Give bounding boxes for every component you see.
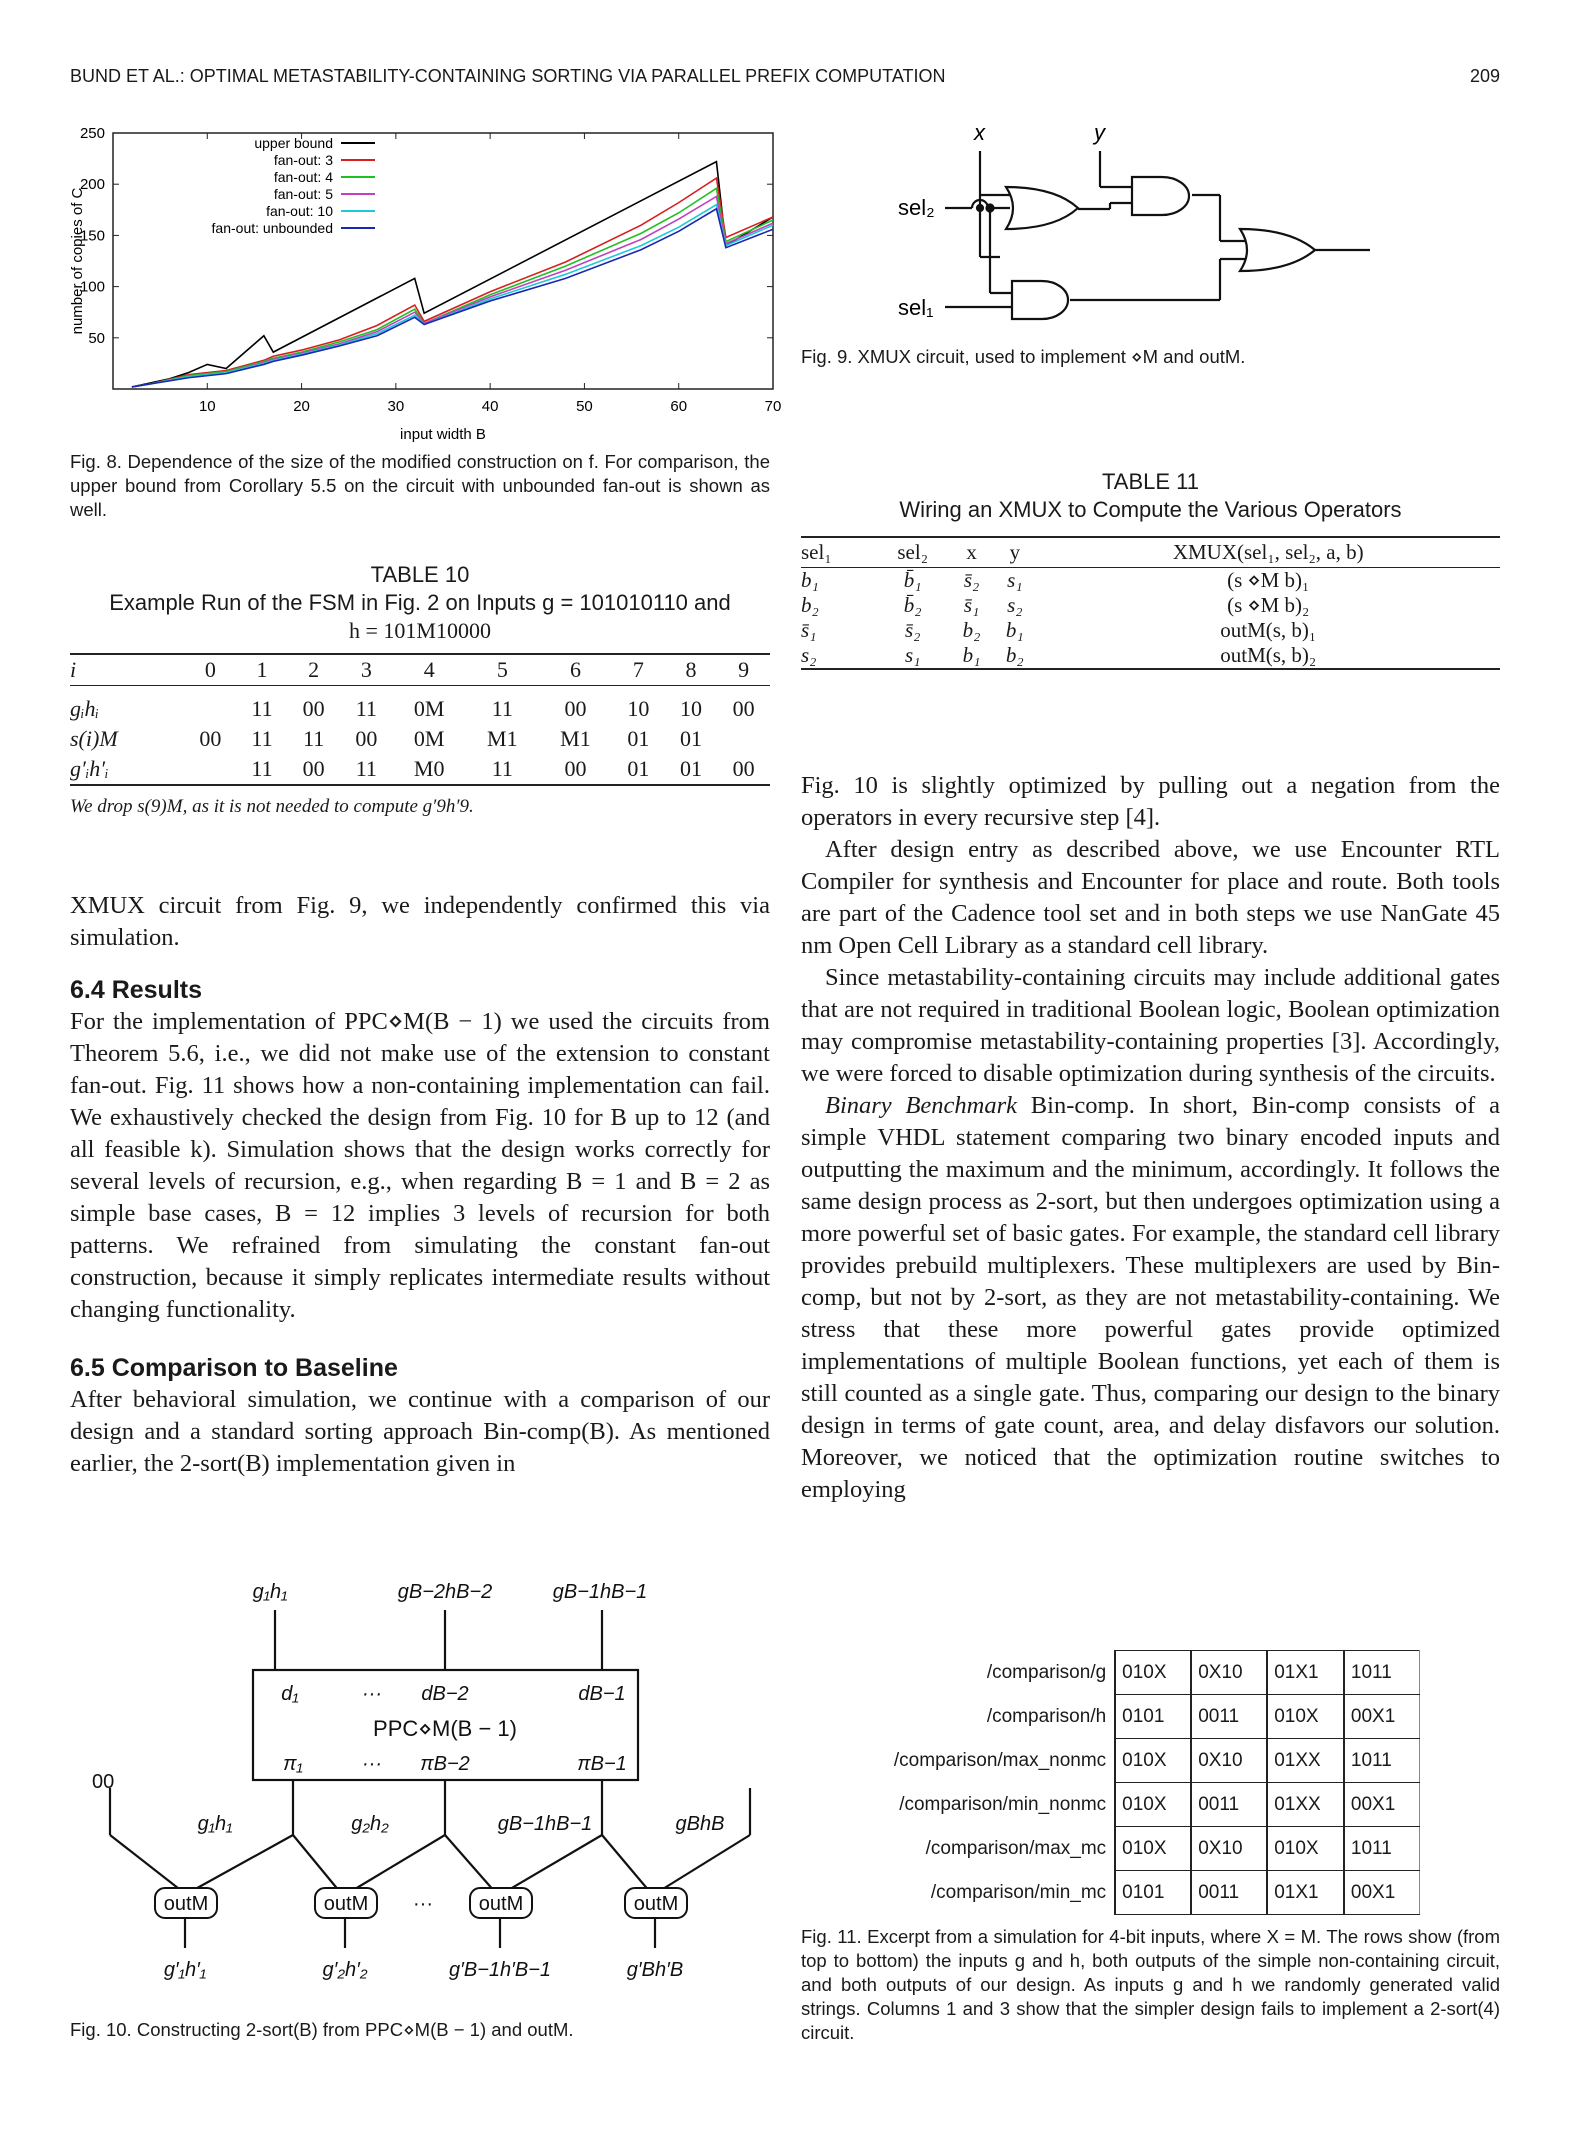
table-cell: s̄₂: [963, 568, 980, 592]
or-gate: [1240, 229, 1315, 271]
signal-value: 0X10: [1191, 1651, 1267, 1695]
y-tick-label: 150: [79, 227, 105, 245]
table-cell: s̄₂: [904, 618, 921, 642]
signal-value: 00X1: [1344, 1783, 1420, 1827]
table-cell: 00: [302, 696, 325, 721]
table-cell: b₁: [1005, 618, 1024, 642]
table-cell: 11: [303, 726, 325, 751]
waveform-table: [860, 1650, 1420, 1915]
table-cell: s₂: [801, 643, 817, 667]
box-bottom-label: π₁: [283, 1753, 303, 1775]
table-cell: 0M: [413, 696, 445, 721]
signal-value: 0101: [1115, 1695, 1191, 1739]
signal-value: 1011: [1344, 1827, 1420, 1871]
legend-label: fan-out: 10: [266, 203, 333, 219]
table-cell: M0: [413, 756, 445, 781]
table-header-cell: 1: [256, 657, 268, 682]
box-bottom-label: πB−1: [577, 1753, 627, 1775]
signal-value: 0011: [1191, 1871, 1267, 1915]
and-gate: [1012, 281, 1068, 319]
waveform-row: [860, 1871, 1420, 1915]
table-cell: s₁: [1007, 568, 1023, 592]
table-header-cell: XMUX(sel₁, sel₂, a, b): [1172, 540, 1364, 564]
table-cell: 00: [732, 756, 755, 781]
x-tick-label: 20: [293, 398, 310, 415]
fig11-simulation: [860, 1650, 1420, 1915]
label-x: x: [974, 120, 985, 145]
page-number: 209: [1469, 66, 1500, 86]
signal-value: 010X: [1115, 1651, 1191, 1695]
box-top-label: d₁: [281, 1683, 299, 1705]
table-cell: 00: [564, 756, 587, 781]
table-cell: 0M: [413, 726, 445, 751]
fig10-diagram: [92, 1570, 770, 2010]
signal-value: 0011: [1191, 1695, 1267, 1739]
table-cell: outM(s, b)₂: [1220, 643, 1317, 667]
paragraph-lead: Binary Benchmark: [825, 1092, 1018, 1119]
output-label: g′B−1h′B−1: [448, 1959, 552, 1981]
signal-value: 010X: [1115, 1783, 1191, 1827]
table-cell: s̄₁: [963, 593, 980, 617]
out-box-label: outM: [163, 1893, 209, 1915]
output-label: g′₂h′₂: [322, 1959, 368, 1981]
signal-value: 01X1: [1267, 1651, 1344, 1695]
table-cell: 01: [679, 756, 702, 781]
table-cell: s₁: [904, 643, 921, 667]
table-cell: s(i)M: [70, 726, 118, 751]
table-cell: [717, 724, 770, 754]
table10: [70, 561, 770, 818]
waveform-row: [860, 1695, 1420, 1739]
input-label: g₂h₂: [351, 1813, 389, 1835]
signal-value: 01X1: [1267, 1871, 1344, 1915]
signal-label: /comparison/h: [986, 1705, 1107, 1727]
y-axis-label: number of copies of C: [69, 187, 86, 335]
table10-subtitle2: h = 101M10000: [349, 618, 491, 643]
or-gate: [1006, 187, 1078, 229]
table-cell: (s ⋄M b)₂: [1227, 593, 1310, 617]
waveform-row: [860, 1651, 1420, 1695]
table11-title: TABLE 11: [1101, 469, 1199, 494]
top-label: g₁h₁: [252, 1581, 288, 1603]
table-cell: 00: [355, 726, 378, 751]
table-row: [70, 754, 770, 785]
signal-value: 01XX: [1267, 1739, 1344, 1783]
ellipsis: ···: [413, 1893, 433, 1915]
x-tick-label: 40: [481, 398, 499, 415]
table-header-cell: i: [70, 657, 77, 682]
table-cell: 11: [491, 696, 513, 721]
legend-label: fan-out: 3: [273, 152, 333, 168]
table-header-cell: 5: [496, 657, 508, 682]
table11-grid: [801, 536, 1500, 670]
table-cell: (s ⋄M b)₁: [1227, 568, 1310, 592]
label-sel1: sel₁: [898, 295, 934, 320]
signal-value: 00X1: [1344, 1871, 1420, 1915]
table10-subtitle1: Example Run of the FSM in Fig. 2 on Inputs g = 101010110 and: [109, 590, 731, 615]
label-sel2: sel₂: [898, 195, 935, 220]
y-tick-label: 50: [88, 329, 105, 347]
signal-value: 010X: [1115, 1827, 1191, 1871]
table-row: [70, 724, 770, 754]
table-cell: b₂: [1005, 643, 1024, 667]
waveform-row: [860, 1827, 1420, 1871]
table-cell: b₂: [962, 618, 981, 642]
plot-frame: [113, 133, 773, 389]
x-tick-label: 70: [764, 398, 782, 415]
signal-label: /comparison/max_nonmc: [893, 1749, 1107, 1771]
x-tick-label: 10: [198, 398, 216, 415]
signal-value: 00X1: [1344, 1695, 1420, 1739]
table-header-cell: x: [966, 540, 977, 564]
table-cell: 11: [355, 756, 377, 781]
table-cell: 00: [732, 696, 755, 721]
table-cell: g′ᵢh′ᵢ: [70, 756, 109, 781]
legend-label: upper bound: [254, 135, 333, 151]
table-cell: M1: [560, 726, 591, 751]
signal-label: /comparison/min_mc: [930, 1881, 1107, 1903]
table-header-cell: sel₁: [801, 540, 832, 564]
table-cell: M1: [487, 726, 518, 751]
signal-value: 010X: [1267, 1827, 1344, 1871]
xmux-gates: [1006, 177, 1315, 319]
table-header-cell: 0: [204, 657, 216, 682]
box-bottom-label: ···: [362, 1753, 382, 1775]
table-cell: 01: [627, 756, 650, 781]
input-label: gBhB: [675, 1813, 725, 1835]
signal-value: 010X: [1115, 1739, 1191, 1783]
ppc-label: PPC⋄M(B − 1): [373, 1716, 517, 1741]
table-cell: [184, 686, 237, 725]
fig11-caption: Fig. 11. Excerpt from a simulation for 4-bit inputs, where X = M. The rows show (from top to bottom) the inputs g and h, both outputs of the simple non-containing circuit, and both outputs of our design. As inputs g and h we randomly generated valid strings. Columns 1 and 3 show that the simpler design fails to implement a 2-sort(4) circuit.: [801, 1926, 1500, 2043]
out-box-label: outM: [478, 1893, 524, 1915]
x-tick-label: 50: [576, 398, 593, 415]
signal-label: /comparison/min_nonmc: [899, 1793, 1107, 1815]
legend-label: fan-out: 5: [273, 186, 333, 202]
fig9-xmux-circuit: [870, 115, 1430, 335]
table-cell: 10: [627, 696, 650, 721]
signal-value: 0011: [1191, 1783, 1267, 1827]
table11-subtitle: Wiring an XMUX to Compute the Various Operators: [899, 497, 1402, 522]
series-line-0: [132, 162, 773, 387]
signal-value: 01XX: [1267, 1783, 1344, 1827]
table-row: [801, 618, 1500, 643]
input-label: g₁h₁: [197, 1813, 233, 1835]
output-label: g′Bh′B: [626, 1959, 684, 1981]
x-axis-label: input width B: [400, 426, 486, 443]
section-6-4-heading: 6.4 Results: [70, 976, 203, 1004]
table10-note: We drop s(9)M, as it is not needed to compute g′9h′9.: [70, 796, 474, 817]
table-cell: s₂: [1007, 593, 1023, 617]
x-tick-label: 30: [387, 398, 405, 415]
table-header-cell: 7: [632, 657, 644, 682]
signal-label: /comparison/g: [986, 1661, 1107, 1683]
input-label: gB−1hB−1: [497, 1813, 593, 1835]
paragraph: XMUX circuit from Fig. 9, we independently confirmed this via simulation.: [70, 892, 770, 951]
table-row: [801, 643, 1500, 669]
table-cell: 11: [251, 726, 273, 751]
table-cell: s̄₁: [801, 618, 817, 642]
table-row: [70, 686, 770, 725]
x-tick-label: 60: [670, 398, 688, 415]
signal-value: 010X: [1267, 1695, 1344, 1739]
top-label: gB−1hB−1: [552, 1581, 648, 1603]
table-cell: 00: [564, 696, 587, 721]
top-label: gB−2hB−2: [397, 1581, 493, 1603]
table-cell: 11: [251, 756, 273, 781]
table-cell: b₁: [962, 643, 981, 667]
table10-grid: [70, 653, 770, 786]
fig8-chart: [68, 115, 782, 443]
signal-value: 0101: [1115, 1871, 1191, 1915]
box-top-label: ···: [362, 1683, 382, 1705]
right-column-text: [801, 770, 1500, 1506]
zero-input: 00: [92, 1771, 115, 1793]
table-header-cell: 9: [738, 657, 750, 682]
table-cell: b₁: [801, 568, 819, 592]
fig10-caption: Fig. 10. Constructing 2-sort(B) from PPC⋄M(B − 1) and outM.: [70, 2019, 574, 2040]
table-cell: outM(s, b)₁: [1220, 618, 1317, 642]
table-header-cell: 2: [308, 657, 320, 682]
table-header-cell: 4: [423, 657, 435, 682]
table-header-cell: 8: [685, 657, 697, 682]
legend-label: fan-out: unbounded: [211, 220, 333, 236]
fig9-caption: Fig. 9. XMUX circuit, used to implement ⋄M and outM.: [801, 346, 1246, 367]
waveform-row: [860, 1739, 1420, 1783]
out-box-label: outM: [323, 1893, 369, 1915]
table-cell: 11: [355, 696, 377, 721]
box-top-label: dB−2: [421, 1683, 469, 1705]
left-column-text: [70, 890, 770, 1480]
fig8-caption: Fig. 8. Dependence of the size of the modified construction on f. For comparison, the upper bound from Corollary 5.5 on the circuit with unbounded fan-out is shown as well.: [70, 451, 770, 520]
table-header-cell: 3: [360, 657, 372, 682]
running-header: [70, 66, 1500, 87]
paragraph: Fig. 10 is slightly optimized by pulling out a negation from the operators in every recursive step [4].: [801, 772, 1500, 831]
table-cell: b̄₁: [903, 568, 922, 592]
table-cell: 00: [199, 726, 222, 751]
table10-title: TABLE 10: [370, 562, 470, 587]
label-y: y: [1094, 120, 1105, 145]
y-tick-label: 200: [79, 176, 105, 194]
table-cell: 11: [491, 756, 513, 781]
paragraph: After behavioral simulation, we continue with a comparison of our design and a standard sorting approach Bin-comp(B). As mentioned earlier, the 2-sort(B) implementation given in: [70, 1386, 770, 1477]
table-cell: 00: [302, 756, 325, 781]
y-tick-label: 100: [79, 278, 105, 296]
table-cell: 01: [679, 726, 702, 751]
signal-label: /comparison/max_mc: [925, 1837, 1107, 1859]
table-cell: 11: [251, 696, 273, 721]
table-row: [801, 568, 1500, 594]
signal-value: 1011: [1344, 1651, 1420, 1695]
and-gate: [1132, 177, 1189, 215]
table-cell: [184, 754, 237, 785]
paragraph: Since metastability-containing circuits may include additional gates that are not required in traditional Boolean logic, Boolean optimization may compromise metastability-containing properties [3]. Accordingly, we were forced to disable optimization during synthesis of the circuits.: [801, 964, 1500, 1087]
output-label: g′₁h′₁: [163, 1959, 207, 1981]
out-boxes: [155, 1888, 687, 1918]
table-header-cell: y: [1009, 540, 1021, 564]
table-cell: 10: [679, 696, 702, 721]
signal-value: 1011: [1344, 1739, 1420, 1783]
table-cell: gᵢhᵢ: [70, 696, 99, 721]
box-bottom-label: πB−2: [420, 1753, 470, 1775]
table-header-cell: sel₂: [897, 540, 929, 564]
table-cell: b̄₂: [903, 593, 922, 617]
signal-value: 0X10: [1191, 1739, 1267, 1783]
signal-value: 0X10: [1191, 1827, 1267, 1871]
paragraph: For the implementation of PPC⋄M(B − 1) we used the circuits from Theorem 5.6, i.e., we did not make use of the extension to constant fan-out. Fig. 11 shows how a non-containing implementation can fail. We exhaustively checked the design from Fig. 10 for B up to 12 (and all feasible k). Simulation shows that the design works correctly for several levels of recursion, e.g., when regarding B = 1 and B = 2 as simple base cases, B = 12 implies 3 levels of recursion for both patterns. We refrained from simulating the constant fan-out construction, because it simply replicates intermediate results without changing functionality.: [70, 1008, 770, 1323]
table-cell: b₂: [801, 593, 819, 617]
table-cell: 01: [627, 726, 650, 751]
table-header-cell: 6: [569, 657, 581, 682]
paragraph: After design entry as described above, we use Encounter RTL Compiler for synthesis and Encounter for place and route. Both tools are part of the Cadence tool set and in both steps we use NanGate 45 nm Open Cell Library as a standard cell library.: [801, 836, 1500, 959]
box-top-label: dB−1: [578, 1683, 626, 1705]
waveform-row: [860, 1783, 1420, 1827]
section-6-5-heading: 6.5 Comparison to Baseline: [70, 1354, 398, 1382]
y-tick-label: 250: [79, 125, 105, 142]
running-title: BUND ET AL.: OPTIMAL METASTABILITY-CONTAINING SORTING VIA PARALLEL PREFIX COMPUTATION: [70, 66, 946, 86]
table-row: [801, 593, 1500, 618]
paragraph: Binary Benchmark Bin-comp. In short, Bin-comp consists of a simple VHDL statement comparing two binary encoded inputs and outputting the maximum and the minimum, accordingly. It follows the same design process as 2-sort, but then undergoes optimization using a more powerful set of basic gates. For example, the standard cell library provides prebuild multiplexers. These multiplexers are used by Bin-comp, but not by 2-sort, as they are not metastability-containing. We stress that these more powerful gates provide optimized implementations of multiple Boolean functions, yet each of them is still counted as a single gate. Thus, comparing our design to the binary design in terms of gate count, area, and delay disfavors our solution. Moreover, we noticed that the optimization routine switches to employing: [801, 1092, 1500, 1503]
legend-label: fan-out: 4: [273, 169, 333, 185]
series-line-1: [132, 178, 773, 387]
series-line-2: [132, 188, 773, 387]
out-box-label: outM: [633, 1893, 679, 1915]
table11: [801, 468, 1500, 670]
